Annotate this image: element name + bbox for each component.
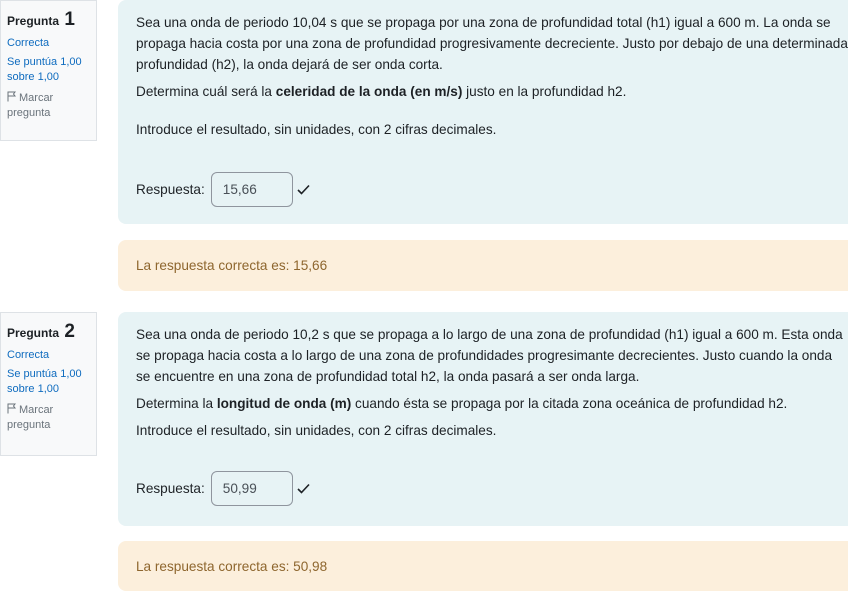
flag-icon	[7, 91, 17, 102]
question-paragraph-2-bold: longitud de onda (m)	[216, 396, 352, 411]
question-paragraph-3: Introduce el resultado, sin unidades, con 2 cifras decimales.	[136, 122, 497, 137]
answer-label: Respuesta:	[136, 182, 205, 197]
question-paragraph-1: Sea una onda de periodo 10,04 s que se propaga por una zona de profundidad total (h1) igual a 600 m. La onda se propaga hacia costa por una zona de profundidad progresivamente decreciente. Justo por debajo de una determinada profundidad (h2), la onda dejará de ser onda corta.	[136, 15, 848, 72]
correct-answer-feedback	[118, 541, 848, 591]
question-paragraph-2-suffix: cuando ésta se propaga por la citada zona oceánica de profundidad h2.	[351, 396, 788, 411]
flag-question-label: Marcar pregunta	[7, 404, 54, 431]
check-icon	[297, 184, 310, 195]
question-text	[136, 12, 848, 140]
question-paragraph-1: Sea una onda de periodo 10,2 s que se propaga a lo largo de una zona de profundidad (h1) igual a 600 m. Esta onda se propaga hacia costa a lo largo de una zona de profundidades progresimante decrecientes. Justo cuando la onda se encuentre en una zona de profundidad total h2, la onda pasará a ser onda larga.	[136, 327, 843, 384]
question-label: Pregunta	[7, 14, 60, 28]
answer-row	[136, 471, 310, 506]
feedback-text: La respuesta correcta es: 50,98	[136, 558, 328, 574]
flag-question-link[interactable]	[7, 403, 87, 433]
question-text	[136, 324, 848, 441]
feedback-text: La respuesta correcta es: 15,66	[136, 258, 328, 273]
question-state: Correcta	[7, 37, 50, 49]
question-label: Pregunta	[7, 326, 60, 340]
question-formulation	[118, 0, 848, 224]
flag-icon	[7, 403, 17, 414]
answer-input[interactable]	[211, 172, 293, 207]
question-paragraph-2-prefix: Determina cuál será la	[136, 84, 276, 99]
question-number-value: 1	[64, 9, 75, 30]
question-state: Correcta	[7, 349, 50, 361]
question-info	[0, 0, 97, 141]
question-paragraph-2	[136, 81, 848, 102]
answer-row	[136, 172, 310, 207]
question-number-value: 2	[64, 321, 75, 342]
question-grade: Se puntúa 1,00 sobre 1,00	[7, 56, 82, 83]
question-paragraph-3: Introduce el resultado, sin unidades, con 2 cifras decimales.	[136, 423, 497, 438]
question-paragraph-2-suffix: justo en la profundidad h2.	[462, 84, 627, 99]
answer-value: 50,99	[222, 481, 257, 496]
answer-input[interactable]	[211, 471, 293, 506]
check-icon	[297, 483, 310, 494]
correct-answer-feedback	[118, 240, 848, 291]
question-paragraph-2-bold: celeridad de la onda (en m/s)	[275, 84, 463, 99]
question-info	[0, 312, 97, 456]
answer-value: 15,66	[222, 182, 257, 197]
flag-question-label: Marcar pregunta	[7, 92, 54, 119]
answer-label: Respuesta:	[136, 481, 205, 496]
question-grade: Se puntúa 1,00 sobre 1,00	[7, 368, 82, 395]
question-number	[7, 321, 96, 343]
flag-question-link[interactable]	[7, 91, 87, 121]
question-paragraph-2	[136, 393, 848, 414]
question-formulation	[118, 312, 848, 526]
question-paragraph-2-prefix: Determina la	[136, 396, 217, 411]
question-number	[7, 9, 96, 31]
